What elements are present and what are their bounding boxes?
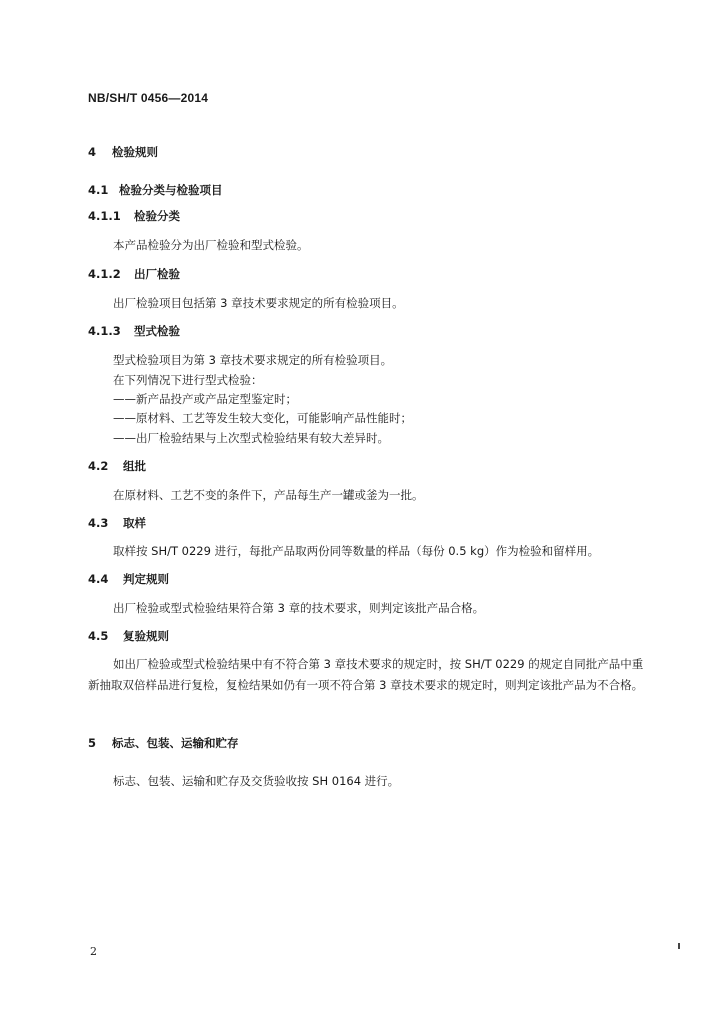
section-4-1-2-heading [88,266,180,282]
section-number: 4.1.3 [88,324,121,338]
section-title: 型式检验 [134,324,180,338]
section-4-3-text: 取样按 SH/T 0229 进行，每批产品取两份同等数量的样品（每份 0.5 kg）作为检验和留样用。 [113,544,600,558]
section-4-5-paragraph: 如出厂检验或型式检验结果中有不符合第 3 章技术要求的规定时，按 SH/T 0229 的规定自同批产品中重新抽取双倍样品进行复检，复检结果如仍有一项不符合第 3 章技术要求的规定时，则判定该批产品为不合格。 [88,657,644,692]
section-title: 取样 [123,516,146,530]
section-4-1-3-line: ——新产品投产或产品定型鉴定时； [113,392,297,406]
section-4-1-3-line: 型式检验项目为第 3 章技术要求规定的所有检验项目。 [113,353,393,367]
section-number: 4.1.1 [88,209,121,223]
section-4-1-3-line: 在下列情况下进行型式检验： [113,373,263,387]
section-4-1-3-heading [88,323,180,339]
section-title: 检验规则 [112,145,158,159]
section-4-1-1-heading [88,208,180,224]
section-4-1-3-line: ——出厂检验结果与上次型式检验结果有较大差异时。 [113,431,389,445]
section-title: 检验分类 [134,209,180,223]
section-title: 复验规则 [123,629,169,643]
section-4-4-heading [88,571,169,587]
section-4-1-heading [88,182,223,198]
section-title: 检验分类与检验项目 [119,183,223,197]
section-number: 4.3 [88,516,109,530]
section-4-5-text [88,654,653,696]
section-4-2-text: 在原材料、工艺不变的条件下，产品每生产一罐或釜为一批。 [113,488,424,502]
section-title: 出厂检验 [134,267,180,281]
section-title: 组批 [123,459,146,473]
section-4-4-text: 出厂检验或型式检验结果符合第 3 章的技术要求，则判定该批产品合格。 [113,601,485,615]
section-4-3-heading [88,515,146,531]
section-number: 4 [88,145,97,159]
section-number: 5 [88,736,97,750]
section-4-1-1-text: 本产品检验分为出厂检验和型式检验。 [113,238,309,252]
section-title: 判定规则 [123,572,169,586]
section-number: 4.1.2 [88,267,121,281]
section-4-1-3-line: ——原材料、工艺等发生较大变化，可能影响产品性能时； [113,411,412,425]
standard-number: NB/SH/T 0456—2014 [88,91,209,105]
section-4-1-2-text: 出厂检验项目包括第 3 章技术要求规定的所有检验项目。 [113,296,404,310]
section-number: 4.2 [88,459,109,473]
page-number: 2 [90,945,97,958]
section-number: 4.4 [88,572,109,586]
section-5-text: 标志、包装、运输和贮存及交货验收按 SH 0164 进行。 [113,774,400,788]
section-4-heading [88,144,158,160]
section-number: 4.5 [88,629,109,643]
scan-speck [678,943,680,949]
section-4-5-heading [88,628,169,644]
section-number: 4.1 [88,183,109,197]
section-4-2-heading [88,458,146,474]
section-title: 标志、包装、运输和贮存 [112,736,239,750]
section-5-heading [88,735,239,751]
